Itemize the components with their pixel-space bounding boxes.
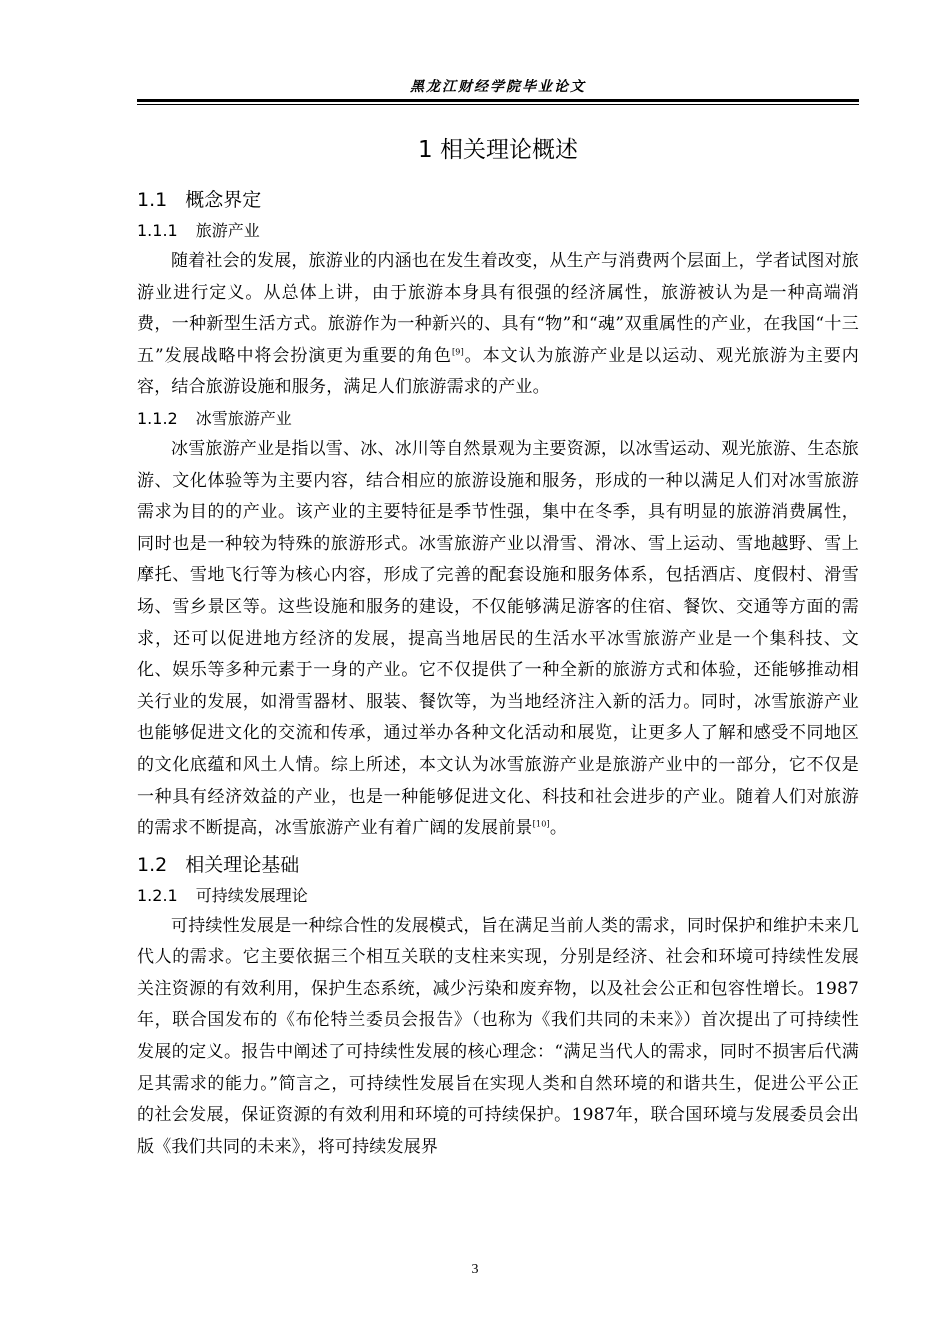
- paragraph-text: 随着社会的发展，旅游业的内涵也在发生着改变，从生产与消费两个层面上，学者试图对旅游业进行定义。从总体上讲，由于旅游本身具有很强的经济属性，旅游被认为是一种高端消费，一种新型生活方式。旅游作为一种新兴的、具有“物”和“魂”双重属性的产业，在我国“十三五”发展战略中将会扮演更为重要的角色: [137, 251, 859, 366]
- page-number: 3: [471, 1262, 479, 1277]
- subsection-title: 冰雪旅游产业: [195, 408, 292, 428]
- paragraph-ice-snow-tourism: [137, 434, 859, 845]
- subsection-number: 1.2.1: [137, 885, 178, 905]
- citation-9: [9]: [451, 347, 464, 357]
- subsection-number: 1.1.1: [137, 221, 178, 240]
- paragraph-tourism-industry: [137, 246, 859, 404]
- paragraph-text: 冰雪旅游产业是指以雪、冰、冰川等自然景观为主要资源，以冰雪运动、观光旅游、生态旅游、文化体验等为主要内容，结合相应的旅游设施和服务，形成的一种以满足人们对冰雪旅游需求为目的的产业。该产业的主要特征是季节性强，集中在冬季，具有明显的旅游消费属性，同时也是一种较为特殊的旅游形式。冰雪旅游产业以滑雪、滑冰、雪上运动、雪地越野、雪上摩托、雪地飞行等为核心内容，形成了完善的配套设施和服务体系，包括酒店、度假村、滑雪场、雪乡景区等。这些设施和服务的建设，不仅能够满足游客的住宿、餐饮、交通等方面的需求，还可以促进地方经济的发展，提高当地居民的生活水平冰雪旅游产业是一个集科技、文化、娱乐等多种元素于一身的产业。它不仅提供了一种全新的旅游方式和体验，还能够推动相关行业的发展，如滑雪器材、服装、餐饮等，为当地经济注入新的活力。同时，冰雪旅游产业也能够促进文化的交流和传承，通过举办各种文化活动和展览，让更多人了解和感受不同地区的文化底蕴和风土人情。综上所述，本文认为冰雪旅游产业是旅游产业中的一部分，它不仅是一种具有经济效益的产业，也是一种能够促进文化、科技和社会进步的产业。随着人们对旅游的需求不断提高，冰雪旅游产业有着广阔的发展前景: [137, 438, 859, 839]
- section-title: 相关理论基础: [185, 853, 300, 876]
- subsection-heading-1-1-1: [137, 216, 859, 246]
- subsection-heading-1-1-2: [137, 404, 859, 434]
- paragraph-text: 。: [549, 818, 568, 839]
- section-title: 概念界定: [185, 189, 262, 211]
- subsection-number: 1.1.2: [137, 408, 178, 428]
- subsection-heading-1-2-1: [137, 881, 859, 911]
- chapter-number: 1: [418, 137, 433, 163]
- subsection-title: 可持续发展理论: [195, 885, 308, 905]
- running-header: 黑龙江财经学院毕业论文: [410, 79, 586, 95]
- header-rule-thin: [137, 104, 859, 105]
- section-heading-1-1: [137, 184, 859, 216]
- citation-10: [10]: [532, 819, 550, 829]
- header-rule-thick: [137, 99, 859, 102]
- section-number: 1.1: [137, 189, 168, 211]
- page-content: [137, 130, 859, 1163]
- section-number: 1.2: [137, 853, 168, 876]
- subsection-title: 旅游产业: [195, 221, 260, 240]
- paragraph-text: 。本文认为旅游产业是以运动、观光旅游为主要内容，结合旅游设施和服务，满足人们旅游需求的产业。: [137, 345, 859, 398]
- chapter-heading: [137, 130, 859, 170]
- chapter-title: 相关理论概述: [439, 137, 578, 163]
- section-heading-1-2: [137, 849, 859, 881]
- paragraph-sustainable-development: 可持续性发展是一种综合性的发展模式，旨在满足当前人类的需求，同时保护和维护未来几代人的需求。它主要依据三个相互关联的支柱来实现，分别是经济、社会和环境可持续性发展关注资源的有效利用，保护生态系统，减少污染和废弃物，以及社会公正和包容性增长。1987年，联合国发布的《布伦特兰委员会报告》（也称为《我们共同的未来》）首次提出了可持续性发展的定义。报告中阐述了可持续性发展的核心理念：“满足当代人的需求，同时不损害后代满足其需求的能力。”简言之，可持续性发展旨在实现人类和自然环境的和谐共生，促进公平公正的社会发展，保证资源的有效利用和环境的可持续保护。1987年，联合国环境与发展委员会出版《我们共同的未来》，将可持续发展界: [137, 915, 859, 1157]
